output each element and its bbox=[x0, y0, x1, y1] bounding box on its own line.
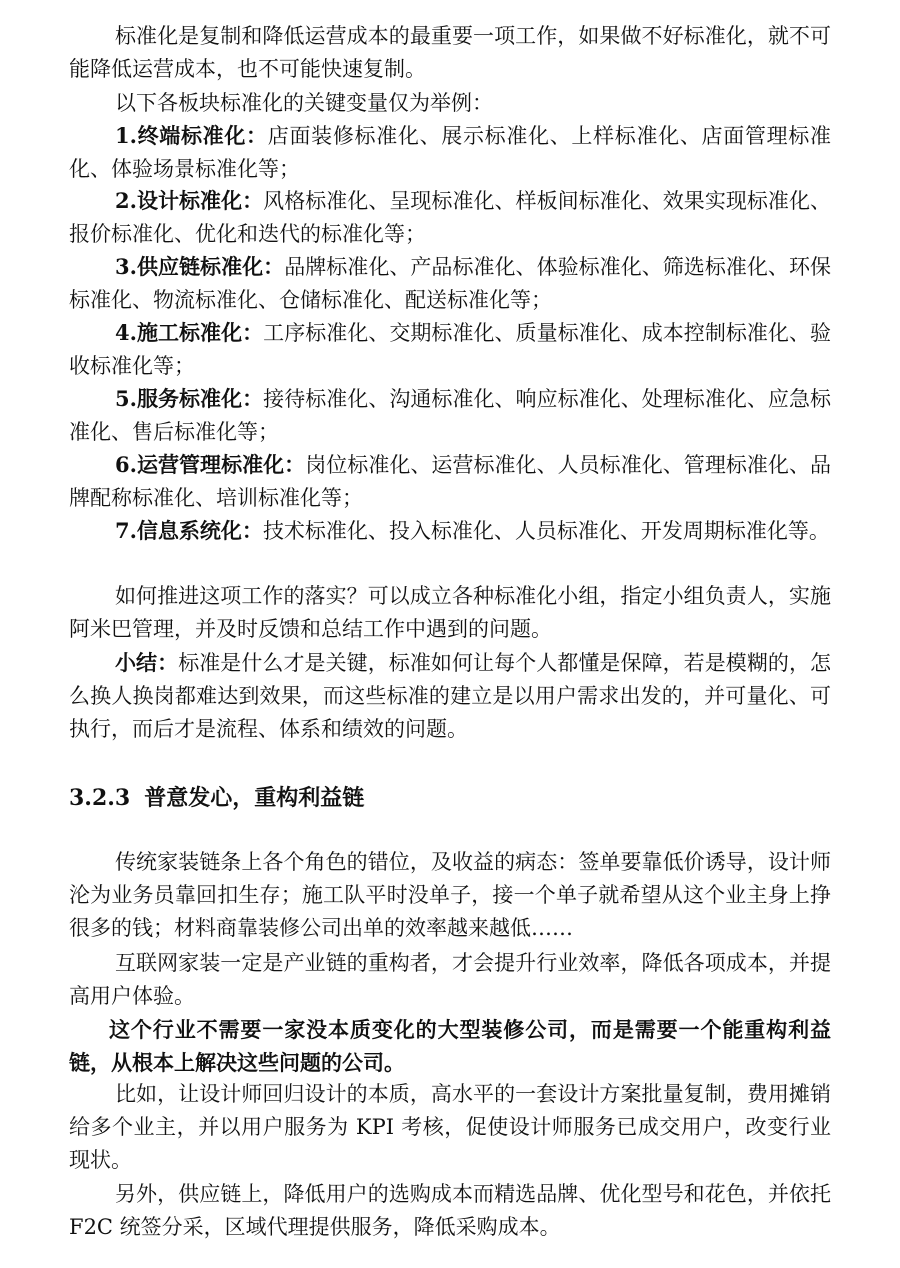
paragraph-traditional bbox=[69, 846, 831, 945]
paragraph-intro bbox=[69, 20, 831, 86]
list-item-text: 风格标准化、呈现标准化、样板间标准化、效果实现标准化、报价标准化、优化和迭代的标准化等； bbox=[69, 189, 831, 246]
list-item-text: 技术标准化、投入标准化、人员标准化、开发周期标准化等。 bbox=[262, 519, 830, 543]
list-item-supply-chain bbox=[69, 250, 831, 317]
list-item-label: 1.终端标准化： bbox=[115, 123, 268, 148]
list-item-text: 岗位标准化、运营标准化、人员标准化、管理标准化、品牌配称标准化、培训标准化等； bbox=[69, 453, 831, 510]
paragraph-examples-intro bbox=[69, 87, 831, 120]
section-heading bbox=[69, 780, 364, 816]
paragraph-internet bbox=[69, 947, 831, 1013]
list-item-text: 店面装修标准化、展示标准化、上样标准化、店面管理标准化、体验场景标准化等； bbox=[69, 124, 831, 181]
paragraph-example-designer bbox=[69, 1078, 831, 1177]
list-item-label: 4.施工标准化： bbox=[115, 320, 264, 345]
paragraph-implementation bbox=[69, 580, 831, 646]
list-item-information bbox=[69, 514, 831, 548]
list-item-text: 品牌标准化、产品标准化、体验标准化、筛选标准化、环保标准化、物流标准化、仓储标准化、配送标准化等； bbox=[69, 255, 831, 312]
list-item-construction bbox=[69, 316, 831, 383]
list-item-label: 7.信息系统化： bbox=[115, 518, 263, 543]
paragraph-text: 互联网家装一定是产业链的重构者，才会提升行业效率，降低各项成本，并提高用户体验。 bbox=[69, 951, 831, 1008]
paragraph-text: 如何推进这项工作的落实？可以成立各种标准化小组，指定小组负责人，实施阿米巴管理，并及时反馈和总结工作中遇到的问题。 bbox=[69, 584, 831, 641]
list-item-text: 接待标准化、沟通标准化、响应标准化、处理标准化、应急标准化、售后标准化等； bbox=[69, 387, 831, 444]
list-item-label: 3.供应链标准化： bbox=[115, 254, 285, 279]
paragraph-emphasis bbox=[69, 1013, 831, 1079]
section-title: 普意发心，重构利益链 bbox=[144, 785, 365, 811]
list-item-service bbox=[69, 382, 831, 449]
summary-text: 标准是什么才是关键，标准如何让每个人都懂是保障，若是模糊的，怎么换人换岗都难达到效果，而这些标准的建立是以用户需求出发的，并可量化、可执行，而后才是流程、体系和绩效的问题。 bbox=[69, 651, 832, 741]
summary-label: 小结： bbox=[115, 650, 179, 675]
section-number: 3.2.3 bbox=[69, 785, 131, 811]
list-item-label: 5.服务标准化： bbox=[115, 386, 264, 411]
list-item-operations bbox=[69, 448, 831, 515]
list-item-label: 2.设计标准化： bbox=[115, 188, 264, 213]
paragraph-summary bbox=[69, 646, 831, 746]
paragraph-text: 标准化是复制和降低运营成本的最重要一项工作，如果做不好标准化，就不可能降低运营成本，也不可能快速复制。 bbox=[69, 24, 831, 81]
paragraph-text: 传统家装链条上各个角色的错位，及收益的病态：签单要靠低价诱导，设计师沦为业务员靠回扣生存；施工队平时没单子，接一个单子就希望从这个业主身上挣很多的钱；材料商靠装修公司出单的效率越来越低…… bbox=[69, 850, 831, 940]
paragraph-text: 比如，让设计师回归设计的本质，高水平的一套设计方案批量复制，费用摊销给多个业主，并以用户服务为 KPI 考核，促使设计师服务已成交用户，改变行业现状。 bbox=[69, 1082, 831, 1172]
list-item-label: 6.运营管理标准化： bbox=[115, 452, 306, 477]
list-item-text: 工序标准化、交期标准化、质量标准化、成本控制标准化、验收标准化等； bbox=[69, 321, 831, 378]
paragraph-text: 以下各板块标准化的关键变量仅为举例： bbox=[115, 91, 493, 115]
paragraph-text: 这个行业不需要一家没本质变化的大型装修公司，而是需要一个能重构利益链，从根本上解决这些问题的公司。 bbox=[69, 1017, 831, 1075]
list-item-terminal bbox=[69, 119, 831, 186]
paragraph-text: 另外，供应链上，降低用户的选购成本而精选品牌、优化型号和花色，并依托 F2C 统签分采，区域代理提供服务，降低采购成本。 bbox=[69, 1182, 831, 1239]
list-item-design bbox=[69, 184, 831, 251]
paragraph-supply bbox=[69, 1178, 831, 1244]
